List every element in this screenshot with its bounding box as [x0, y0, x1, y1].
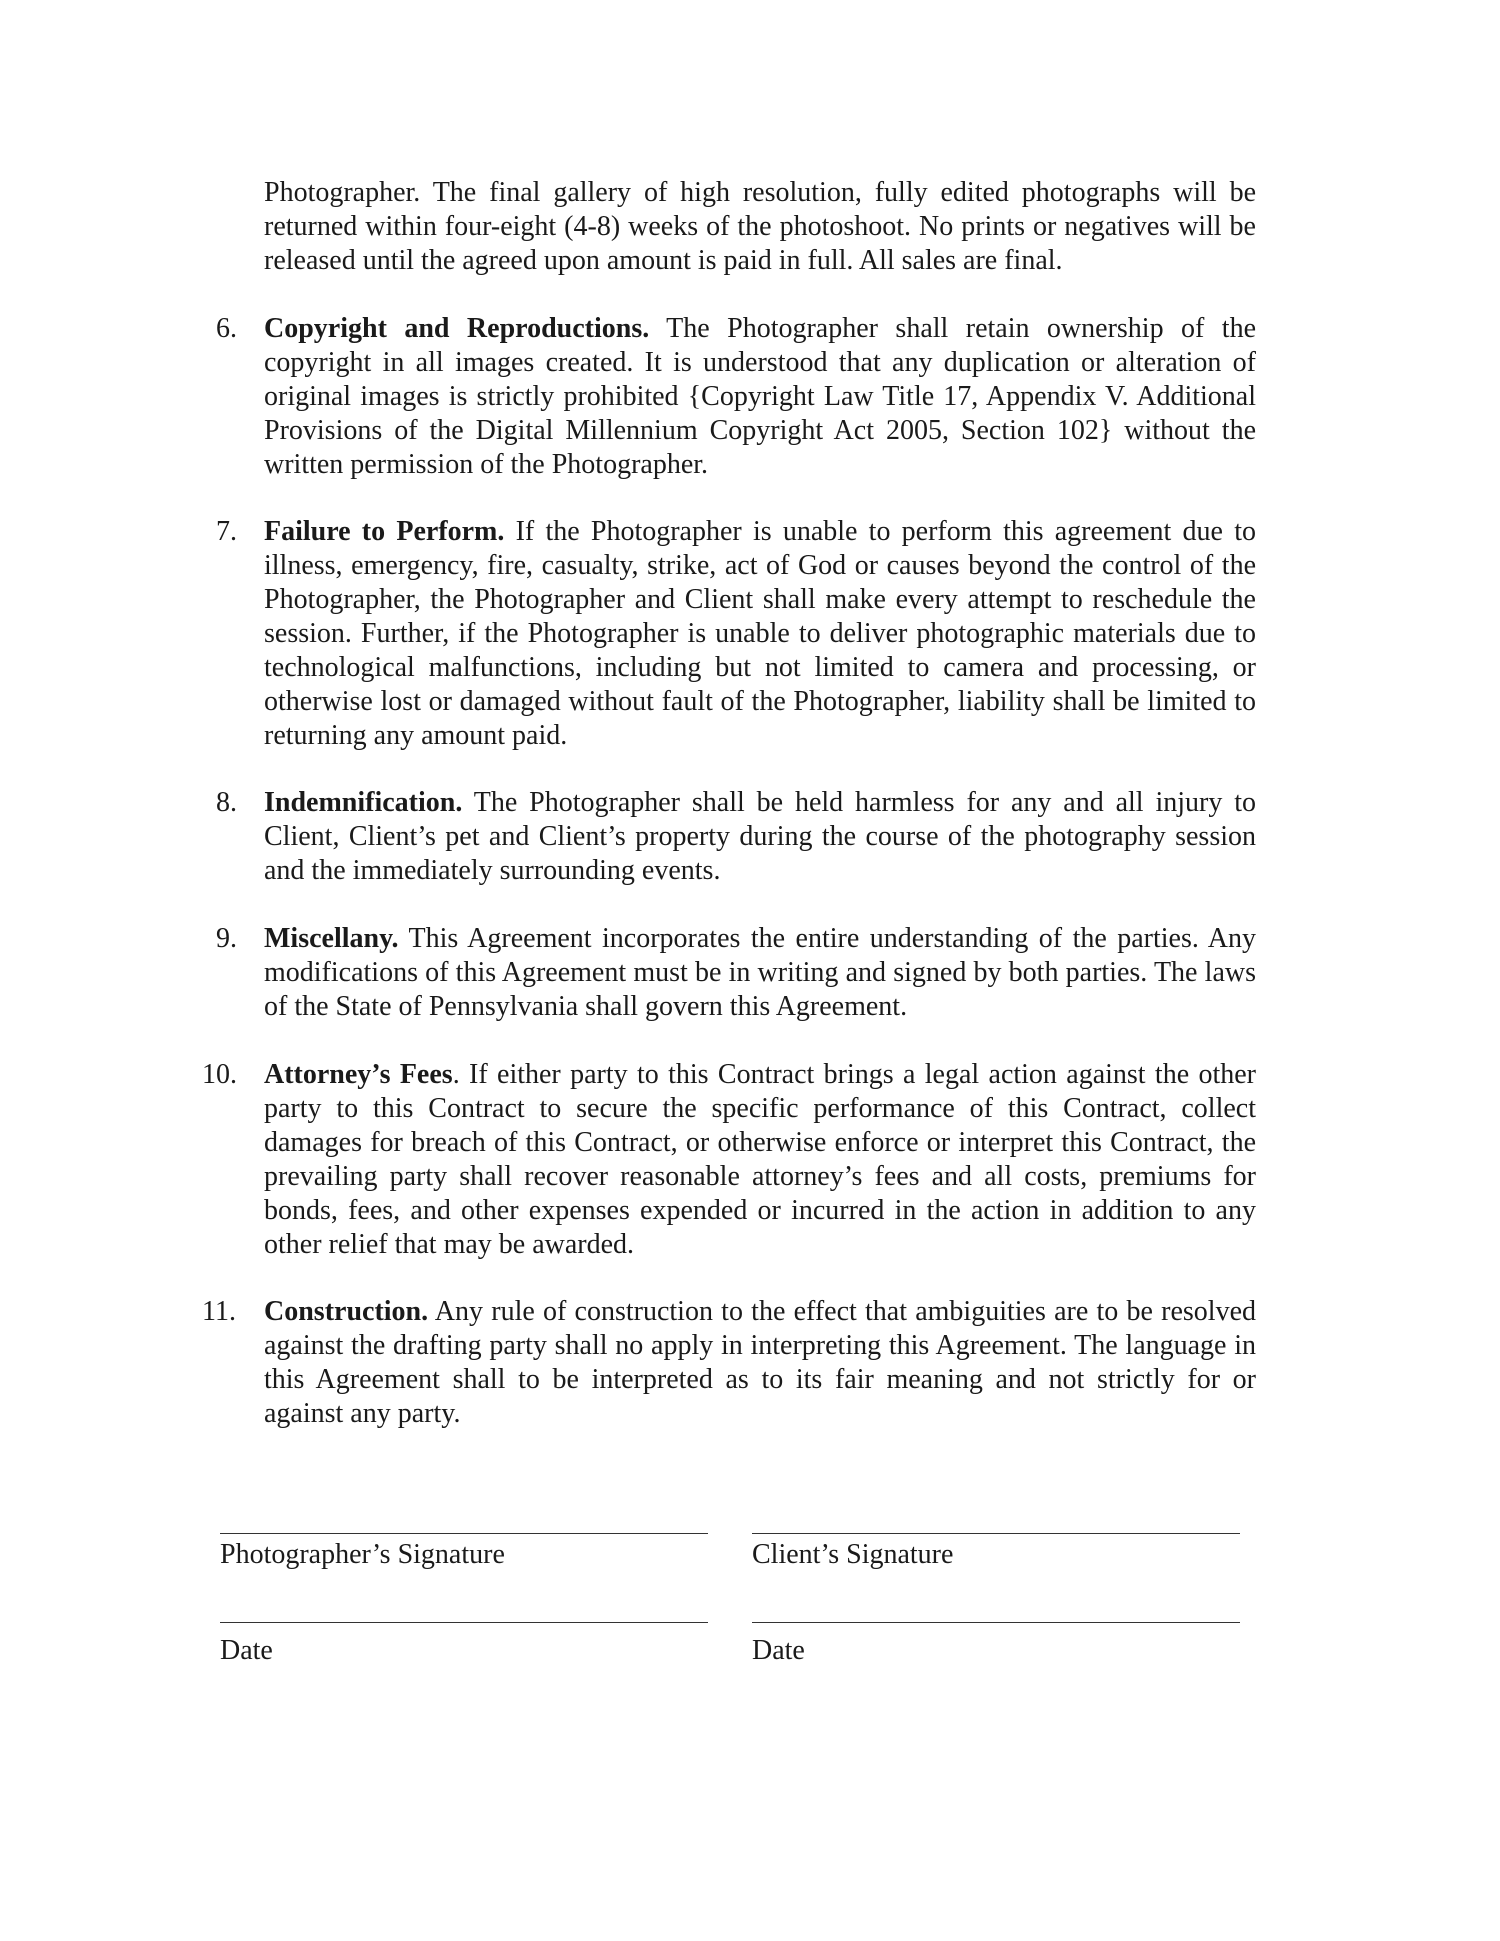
photographer-date-line[interactable]	[220, 1622, 708, 1623]
photographer-signature-label: Photographer’s Signature	[220, 1539, 505, 1570]
clause-number: 8.	[216, 787, 237, 818]
clause-heading: Indemnification.	[264, 787, 463, 818]
client-signature-label: Client’s Signature	[752, 1539, 954, 1570]
photographer-signature-line[interactable]	[220, 1533, 708, 1534]
clause-number: 7.	[216, 516, 237, 547]
clause-number: 11.	[202, 1296, 236, 1327]
clause-text: The Photographer shall retain ownership of the copyright in all images created. It is understood that any duplication or alteration of original images is strictly prohibited {Copyright Law Title 17, Appendix V. Additional Provisions of the Digital Millennium Copyright Act 2005, Section 102} without the written permission of the Photographer.	[264, 313, 1256, 480]
clause-heading: Attorney’s Fees	[264, 1059, 453, 1090]
client-date-line[interactable]	[752, 1622, 1240, 1623]
clause-heading: Miscellany.	[264, 923, 399, 954]
clause-text: . If either party to this Contract brings a legal action against the other party to this Contract to secure the specific performance of this Contract, collect damages for breach of this Contract, or otherwise enforce or interpret this Contract, the prevailing party shall recover reasonable attorney’s fees and all costs, premiums for bonds, fees, and other expenses expended or incurred in the action in addition to any other relief that may be awarded.	[264, 1059, 1256, 1260]
clause-text: If the Photographer is unable to perform this agreement due to illness, emergency, fire, casualty, strike, act of God or causes beyond the control of the Photographer, the Photographer and Client shall make every attempt to reschedule the session. Further, if the Photographer is unable to deliver photographic materials due to technological malfunctions, including but not limited to camera and processing, or otherwise lost or damaged without fault of the Photographer, liability shall be limited to returning any amount paid.	[264, 516, 1256, 751]
clause-text: Any rule of construction to the effect that ambiguities are to be resolved against the drafting party shall no apply in interpreting this Agreement. The language in this Agreement shall to be interpreted as to its fair meaning and not strictly for or against any party.	[264, 1296, 1256, 1429]
clause-body	[264, 1295, 1256, 1431]
clause-body	[264, 922, 1256, 1024]
clause-body	[264, 786, 1256, 888]
clause-number: 9.	[216, 923, 237, 954]
photographer-date-label: Date	[220, 1635, 273, 1666]
clause-heading: Copyright and Reproductions.	[264, 313, 650, 344]
clause-number: 6.	[216, 313, 237, 344]
clause-text: The Photographer shall be held harmless for any and all injury to Client, Client’s pet and Client’s property during the course of the photography session and the immediately surrounding events.	[264, 787, 1256, 886]
clause-text: This Agreement incorporates the entire understanding of the parties. Any modifications of this Agreement must be in writing and signed by both parties. The laws of the State of Pennsylvania shall govern this Agreement.	[264, 923, 1256, 1022]
clause-heading: Failure to Perform.	[264, 516, 505, 547]
clause-body	[264, 312, 1256, 482]
client-signature-line[interactable]	[752, 1533, 1240, 1534]
client-date-label: Date	[752, 1635, 805, 1666]
continuation-paragraph: Photographer. The final gallery of high resolution, fully edited photographs will be returned within four-eight (4-8) weeks of the photoshoot. No prints or negatives will be released until the agreed upon amount is paid in full. All sales are final.	[264, 177, 1256, 276]
clause-body	[264, 1058, 1256, 1262]
clause-heading: Construction.	[264, 1296, 429, 1327]
clause-number: 10.	[202, 1059, 237, 1090]
clause-body	[264, 515, 1256, 753]
